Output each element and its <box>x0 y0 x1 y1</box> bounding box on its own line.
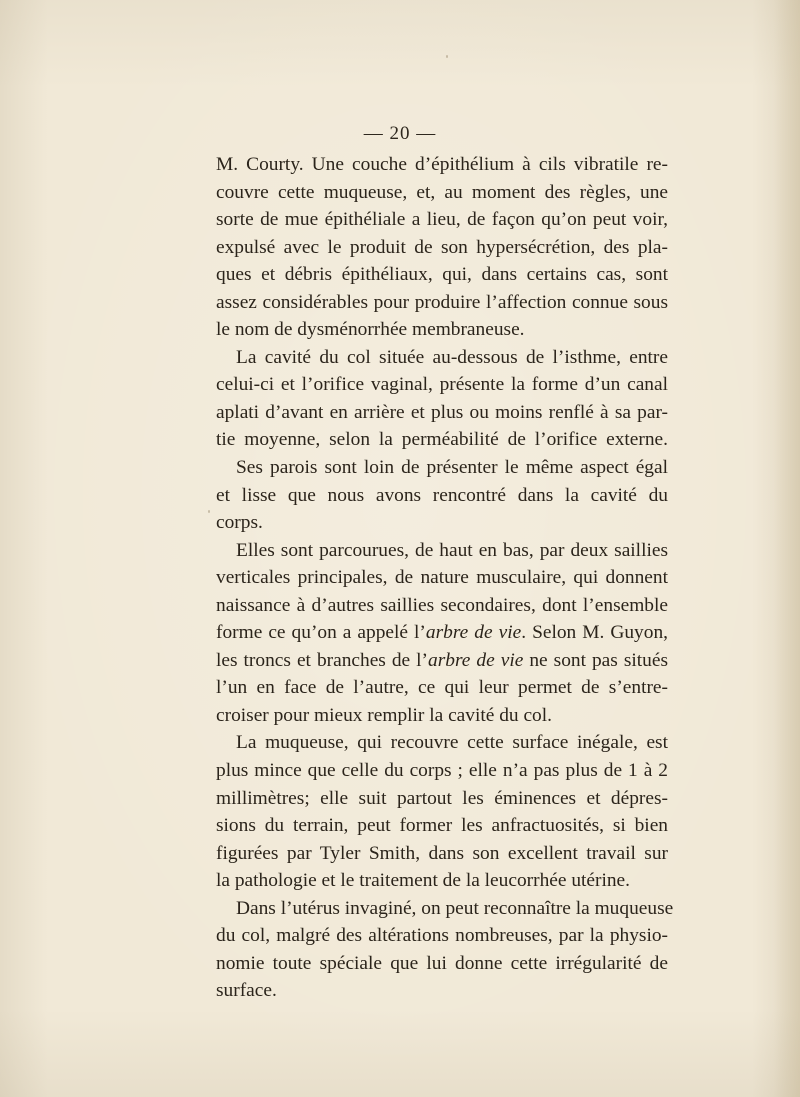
page-edge-shading <box>774 0 800 1097</box>
text-line: La muqueuse, qui recouvre cette surface inégale, est <box>236 732 668 754</box>
text-line: M. Courty. Une couche d’épithélium à cils vibratile re- <box>216 154 668 175</box>
text-line: surface. <box>216 980 277 1002</box>
text-line: plus mince que celle du corps ; elle n’a pas plus de 1 à 2 <box>216 760 668 782</box>
text-line <box>216 619 668 647</box>
text-line: La cavité du col située au-dessous de l’isthme, entre <box>236 346 668 368</box>
text-line: expulsé avec le produit de son hypersécrétion, des pla- <box>216 236 668 258</box>
text-segment: . Selon M. Guyon, <box>521 622 668 644</box>
text-line <box>216 647 668 675</box>
text-line: la pathologie et le traitement de la leucorrhée utérine. <box>216 870 631 892</box>
text-line: couvre cette muqueuse, et, au moment des règles, une <box>216 181 668 203</box>
text-line: Ses parois sont loin de présenter le même aspect égal <box>236 457 668 479</box>
text-line: du col, malgré des altérations nombreuses, par la physio- <box>216 925 668 947</box>
text-line: celui-ci et l’orifice vaginal, présente la forme d’un canal <box>216 374 668 396</box>
text-line: tie moyenne, selon la perméabilité de l’orifice externe. <box>216 429 668 451</box>
text-line: naissance à d’autres saillies secondaires, dont l’ensemble <box>216 594 668 616</box>
italic-term: arbre de vie <box>428 649 524 671</box>
text-line: sions du terrain, peut former les anfractuosités, si bien <box>216 815 668 837</box>
text-line: nomie toute spéciale que lui donne cette irrégularité de <box>216 952 668 974</box>
text-line: sorte de mue épithéliale a lieu, de façon qu’on peut voir, <box>216 209 668 231</box>
paper-speck <box>208 510 210 513</box>
text-line: Elles sont parcourues, de haut en bas, par deux saillies <box>236 539 668 561</box>
text-line: corps. <box>216 512 263 534</box>
page-number: — 20 — <box>363 123 437 144</box>
text-segment: ne sont pas situés <box>523 649 669 671</box>
paper-speck <box>655 965 657 967</box>
text-line: assez considérables pour produire l’affection connue sous <box>216 291 668 313</box>
text-line: Dans l’utérus invaginé, on peut reconnaître la muqueuse <box>236 897 674 919</box>
text-line: figurées par Tyler Smith, dans son excellent travail sur <box>216 842 668 864</box>
italic-term: arbre de vie <box>425 622 522 644</box>
paper-speck <box>446 55 448 58</box>
text-segment: les troncs et branches de l’ <box>216 649 429 671</box>
text-line: l’un en face de l’autre, ce qui leur permet de s’entre- <box>216 677 668 699</box>
text-line: aplati d’avant en arrière et plus ou moins renflé à sa par- <box>216 401 668 423</box>
body-text <box>216 151 674 1005</box>
text-line: verticales principales, de nature musculaire, qui donnent <box>216 567 668 589</box>
text-line: le nom de dysménorrhée membraneuse. <box>216 319 525 341</box>
text-line: ques et débris épithéliaux, qui, dans certains cas, sont <box>216 264 668 286</box>
text-line: et lisse que nous avons rencontré dans la cavité du <box>216 484 668 506</box>
text-line: millimètres; elle suit partout les éminences et dépres- <box>216 787 668 809</box>
text-line: croiser pour mieux remplir la cavité du col. <box>216 704 552 726</box>
text-segment: forme ce qu’on a appelé l’ <box>216 622 426 644</box>
